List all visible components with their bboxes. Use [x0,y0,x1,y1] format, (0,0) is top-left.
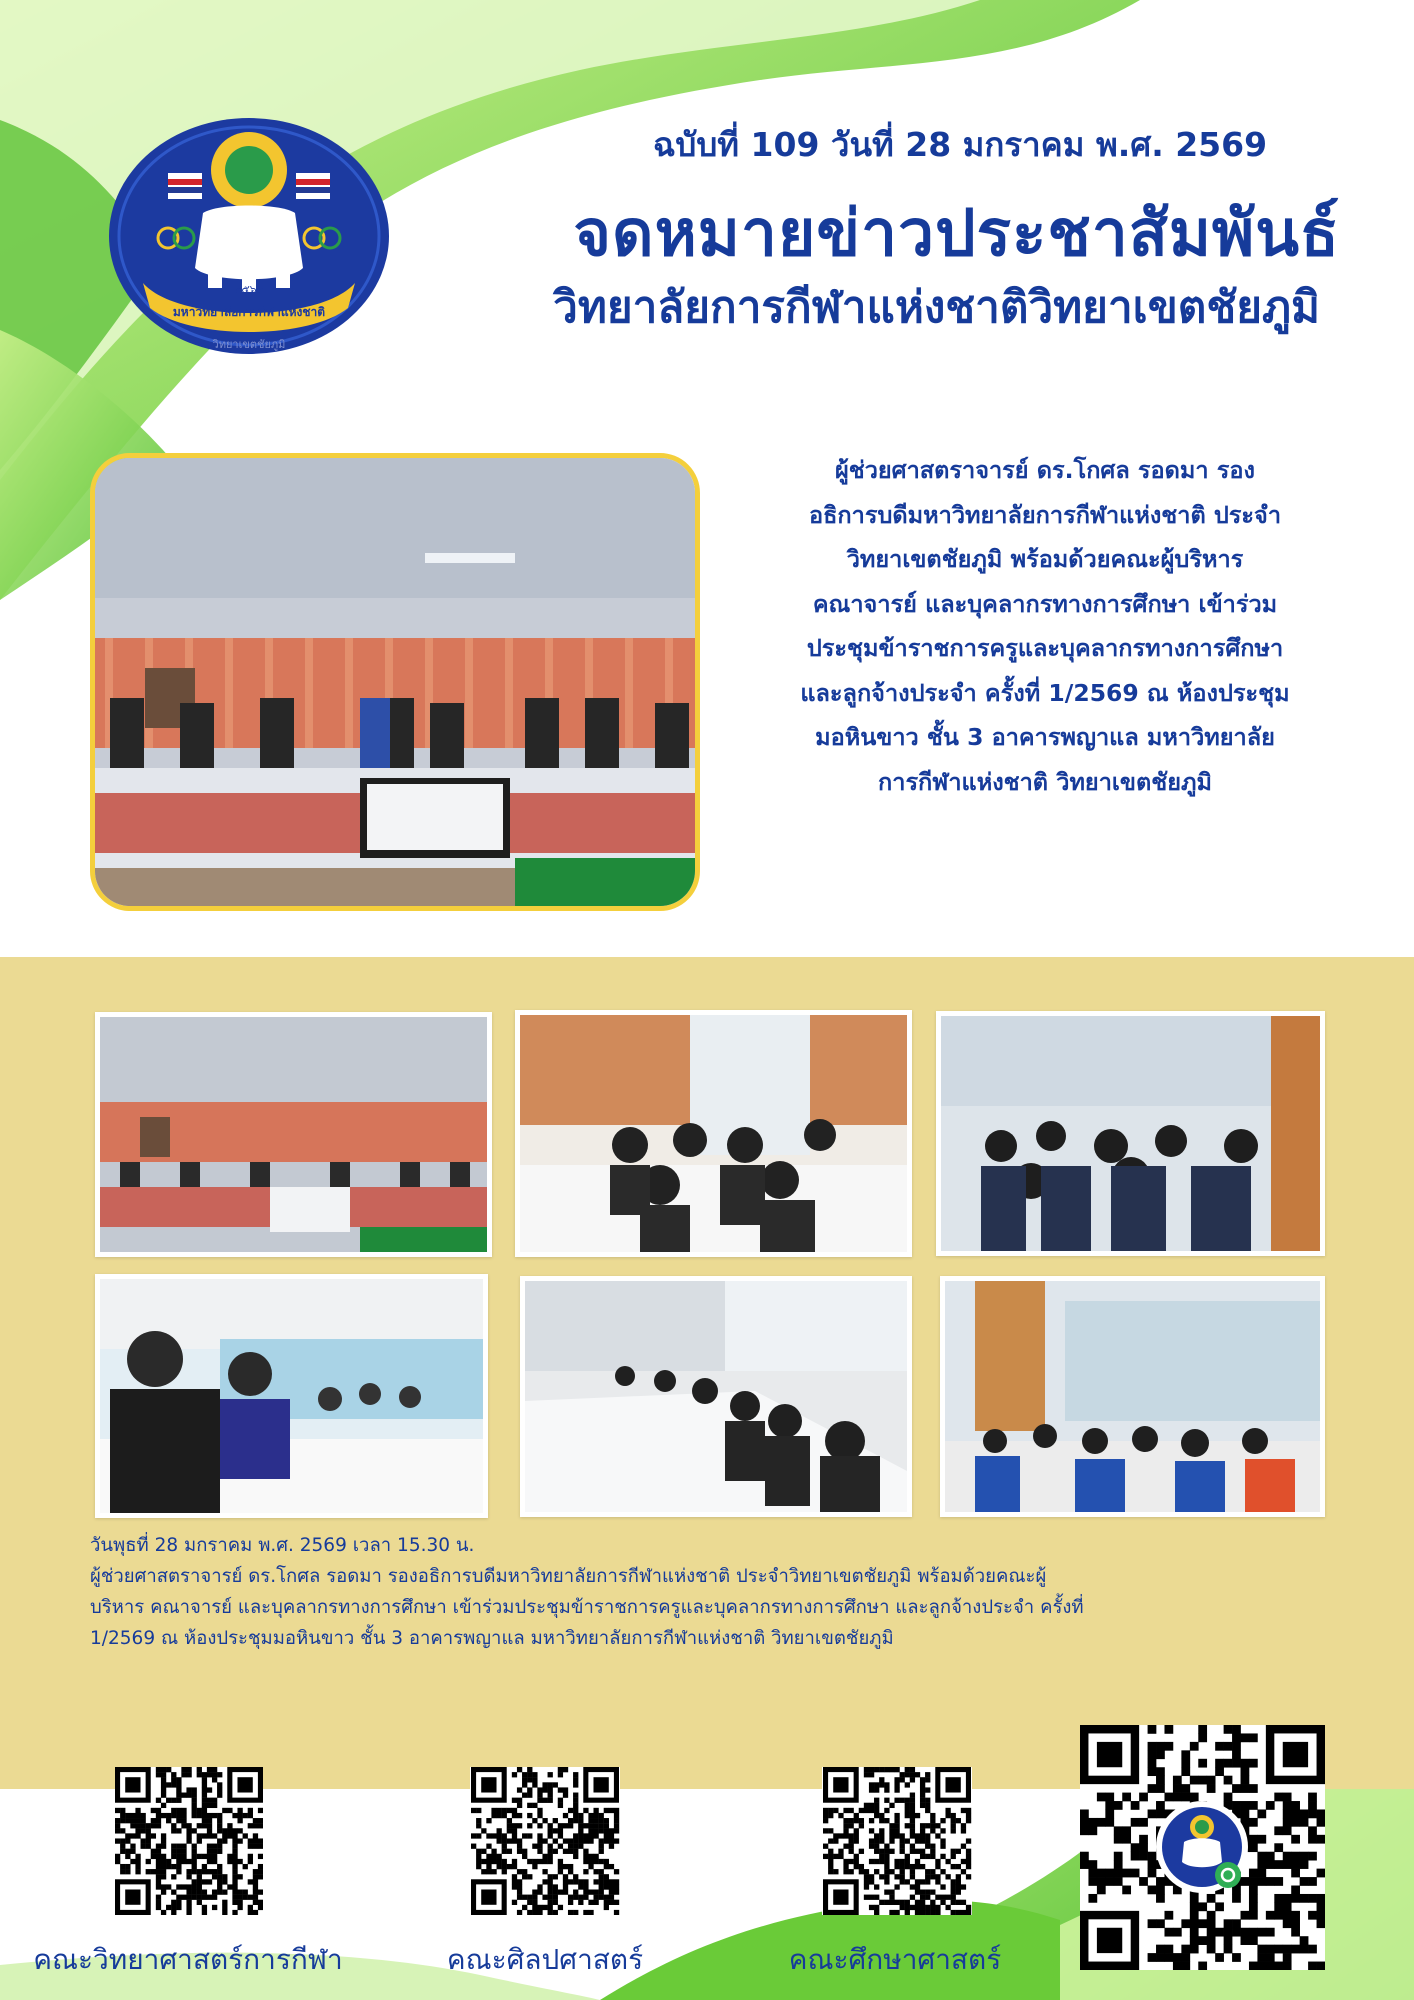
lead-line: ประชุมข้าราชการครูและบุคลากรทางการศึกษา [806,634,1284,662]
gallery-photo [520,1276,912,1517]
gallery-photo [515,1010,912,1257]
gallery-photo [95,1012,492,1257]
faculty-label-liberal-arts: คณะศิลปศาสตร์ [446,1943,644,1976]
university-logo [108,118,390,358]
caption-line: ผู้ช่วยศาสตราจารย์ ดร.โกศล รอดมา รองอธิการบดีมหาวิทยาลัยการกีฬาแห่งชาติ ประจำวิทยาเขตชัยภูมิ พร้อมด้วยคณะผู้ [90,1566,1047,1587]
lead-paragraph [745,448,1345,804]
faculty-label-sport-science: คณะวิทยาศาสตร์การกีฬา [33,1943,343,1976]
qr-logo-icon [1152,1797,1252,1897]
caption-line: วันพุธที่ 28 มกราคม พ.ศ. 2569 เวลา 15.30 น. [90,1535,475,1556]
lead-line: คณาจารย์ และบุคลากรทางการศึกษา เข้าร่วม [812,589,1278,618]
qr-code-main[interactable] [1080,1725,1325,1970]
hero-photo [90,453,700,911]
logo-year: ๒๕๖๒ [234,283,264,296]
newsletter-title: จดหมายข่าวประชาสัมพันธ์ [573,197,1340,271]
qr-code-education[interactable] [822,1767,972,1915]
faculty-label-education: คณะศึกษาศาสตร์ [788,1943,1002,1976]
lead-line: และลูกจ้างประจำ ครั้งที่ 1/2569 ณ ห้องประชุม [800,678,1290,707]
qr-code-liberal-arts[interactable] [470,1767,620,1915]
news-caption [90,1530,1190,1654]
caption-line: บริหาร คณาจารย์ และบุคลากรทางการศึกษา เข้าร่วมประชุมข้าราชการครูและบุคลากรทางการศึกษา และลูกจ้างประจำ ครั้งที่ [90,1597,1084,1618]
issue-line: ฉบับที่ 109 วันที่ 28 มกราคม พ.ศ. 2569 [652,125,1268,164]
lead-line: การกีฬาแห่งชาติ วิทยาเขตชัยภูมิ [878,767,1212,796]
lead-line: ผู้ช่วยศาสตราจารย์ ดร.โกศล รอดมา รอง [835,456,1255,484]
lead-line: อธิการบดีมหาวิทยาลัยการกีฬาแห่งชาติ ประจำ [808,500,1282,529]
lead-line: มอหินขาว ชั้น 3 อาคารพญาแล มหาวิทยาลัย [815,723,1275,751]
logo-bottom-text: วิทยาเขตชัยภูมิ [212,338,286,351]
gallery-photo [95,1274,488,1518]
lead-line: วิทยาเขตชัยภูมิ พร้อมด้วยคณะผู้บริหาร [846,545,1244,573]
caption-line: 1/2569 ณ ห้องประชุมมอหินขาว ชั้น 3 อาคารพญาแล มหาวิทยาลัยการกีฬาแห่งชาติ วิทยาเขตชัยภูมิ [90,1628,894,1649]
qr-pattern [470,1767,620,1915]
gallery-photo [936,1011,1325,1256]
college-subtitle: วิทยาลัยการกีฬาแห่งชาติวิทยาเขตชัยภูมิ [553,282,1320,333]
gallery-photo [940,1276,1325,1517]
logo-ring-text: มหาวิทยาลัยการกีฬาแห่งชาติ [172,305,326,319]
qr-code-sport-science[interactable] [115,1767,263,1915]
qr-pattern [115,1767,263,1915]
qr-pattern [822,1767,972,1915]
